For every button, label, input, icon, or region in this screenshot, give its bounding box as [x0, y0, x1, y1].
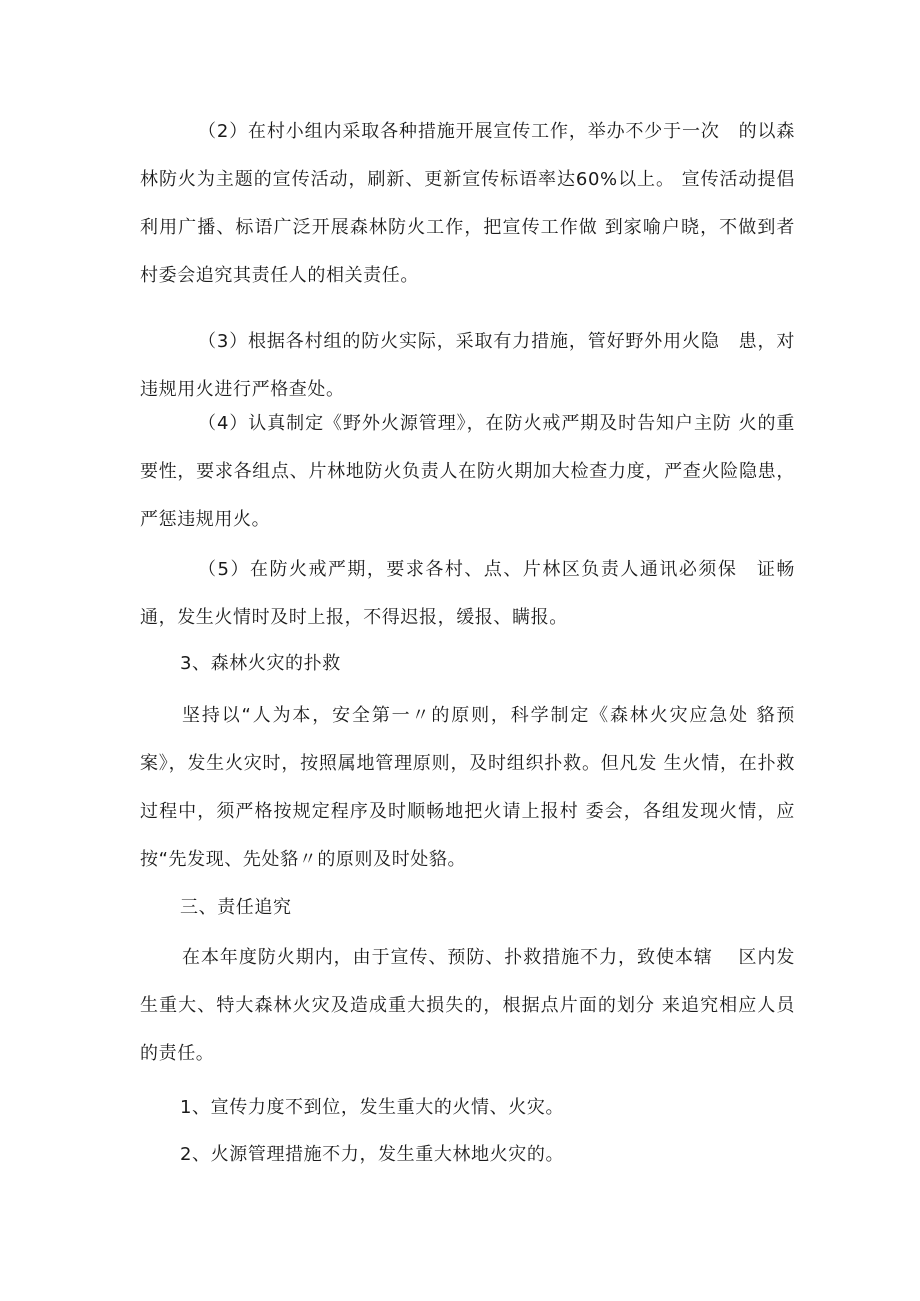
paragraph-fire-fighting: 坚持以“人为本，安全第一〃的原则，科学制定《森林火灾应急处 貉预案》，发生火灾时，按照属地管理原则，及时组织扑救。但凡发 生火情，在扑救过程中，须严格按规定程序及时顺畅地把火请上报村 委会，各组发现火情，应按“先发现、先处貉〃的原则及时处貉。	[140, 705, 795, 870]
paragraph-item-5: （5）在防火戒严期，要求各村、点、片林区负责人通讯必须保 证畅通，发生火情时及时上报，不得迟报，缓报、瞒报。	[140, 559, 795, 628]
paragraph-accountability: 在本年度防火期内，由于宣传、预防、扑救措施不力，致使本辖 区内发生重大、特大森林火灾及造成重大损失的，根据点片面的划分 来追究相应人员的责任。	[140, 947, 795, 1064]
list-item-1: 1、宣传力度不到位，发生重大的火情、火灾。	[180, 1097, 565, 1118]
list-item-2: 2、火源管理措施不力，发生重大林地火灾的。	[180, 1144, 565, 1165]
section-heading-fire-fighting: 3、森林火灾的扑救	[180, 653, 341, 674]
paragraph-item-4: （4）认真制定《野外火源管理》，在防火戒严期及时告知户主防 火的重要性，要求各组点、片林地防火负责人在防火期加大检查力度，严查火险隐患，严惩违规用火。	[140, 413, 795, 530]
paragraph-item-3: （3）根据各村组的防火实际，采取有力措施，管好野外用火隐 患，对违规用火进行严格查处。	[140, 331, 795, 400]
paragraph-item-2: （2）在村小组内采取各种措施开展宣传工作，举办不少于一次 的以森林防火为主题的宣传活动，刷新、更新宣传标语率达60%以上。 宣传活动提倡利用广播、标语广泛开展森林防火工作，把宣传工作做 到家喻户晓，不做到者村委会追究其责任人的相关责任。	[140, 121, 795, 286]
section-heading-accountability: 三、责任追究	[180, 897, 292, 918]
